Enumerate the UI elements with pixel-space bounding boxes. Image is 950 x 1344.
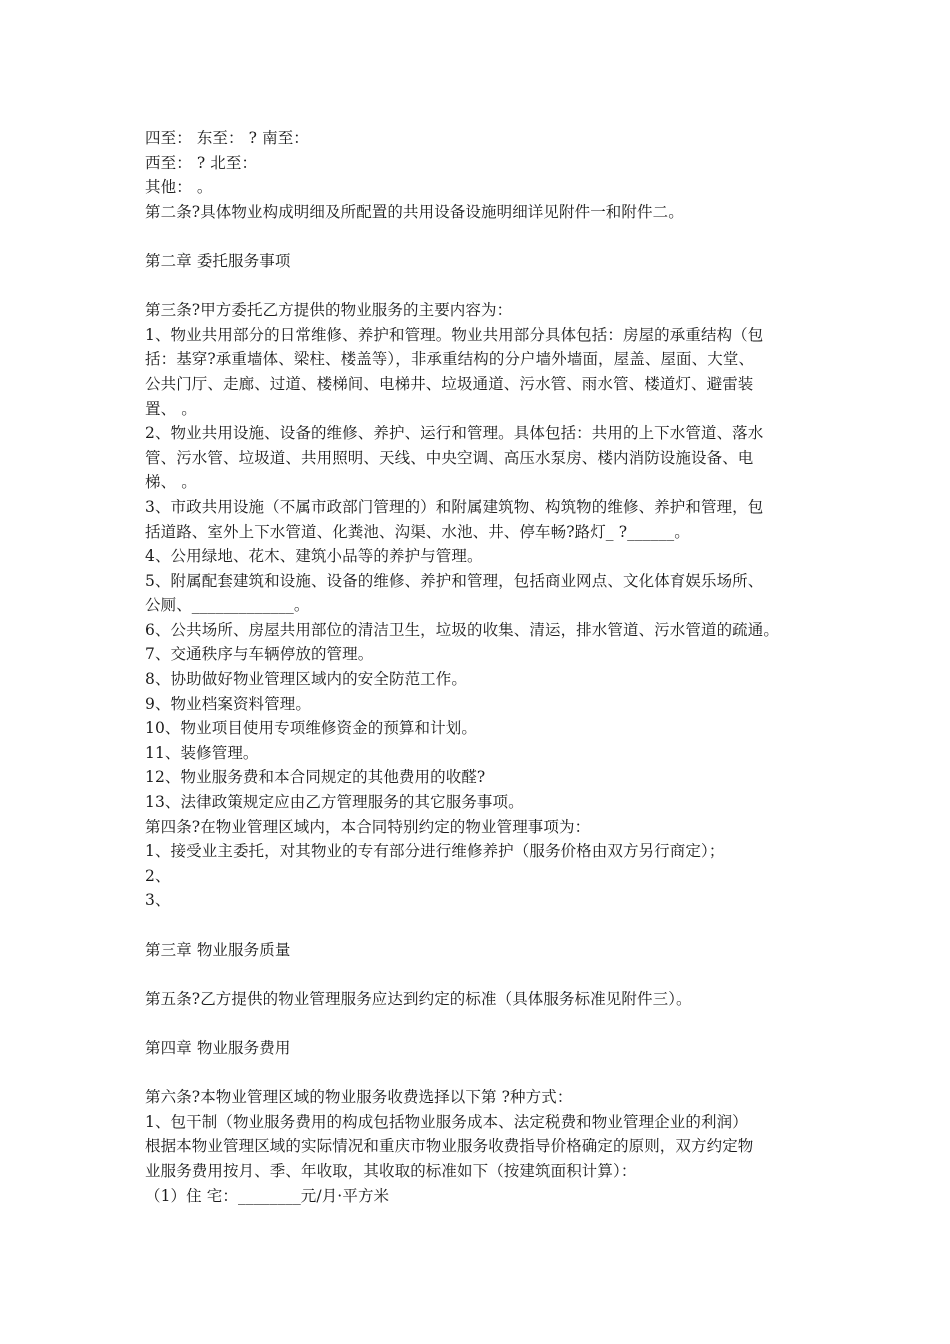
- text-line: 7、交通秩序与车辆停放的管理。: [145, 645, 374, 664]
- text-line: 3、: [145, 891, 171, 910]
- article-5: 第五条?乙方提供的物业管理服务应达到约定的标准（具体服务标准见附件三）。: [145, 989, 692, 1008]
- text-line: 四至： 东至： ? 南至：: [145, 129, 309, 147]
- text-line: 5、附属配套建筑和设施、设备的维修、养护和管理，包括商业网点、文化体育娱乐场所、: [145, 571, 764, 590]
- text-line: 公共门厅、走廊、过道、楼梯间、电梯井、垃圾通道、污水管、雨水管、楼道灯、避雷装: [145, 374, 754, 393]
- article-6: 第六条?本物业管理区域的物业服务收费选择以下第 ?种方式：: [145, 1088, 573, 1107]
- text-line: 根据本物业管理区域的实际情况和重庆市物业服务收费指导价格确定的原则，双方约定物: [145, 1137, 754, 1156]
- text-line: 西至： ? 北至：: [145, 153, 258, 172]
- text-line: 11、装修管理。: [145, 743, 259, 762]
- article-3: 第三条?甲方委托乙方提供的物业服务的主要内容为：: [145, 301, 513, 320]
- blank-line: [145, 274, 825, 299]
- text-line: 括道路、室外上下水管道、化粪池、沟渠、水池、井、停车畅?路灯_ ?______。: [145, 522, 690, 541]
- text-line: 10、物业项目使用专项维修资金的预算和计划。: [145, 719, 477, 738]
- text-line: 6、公共场所、房屋共用部位的清洁卫生，垃圾的收集、清运，排水管道、污水管道的疏通。: [145, 620, 779, 639]
- chapter-4-heading: 第四章 物业服务费用: [145, 1038, 291, 1057]
- text-line: 梯、 。: [145, 473, 197, 492]
- blank-line: [145, 962, 825, 987]
- text-line: 1、接受业主委托，对其物业的专有部分进行维修养护（服务价格由双方另行商定）；: [145, 842, 725, 861]
- text-line: 其他： 。: [145, 178, 213, 197]
- text-line: 1、物业共用部分的日常维修、养护和管理。物业共用部分具体包括：房屋的承重结构（包: [145, 325, 764, 344]
- blank-line: [145, 224, 825, 249]
- text-line: 业服务费用按月、季、年收取，其收取的标准如下（按建筑面积计算）：: [145, 1161, 637, 1180]
- article-4: 第四条?在物业管理区域内，本合同特别约定的物业管理事项为：: [145, 817, 591, 836]
- blank-line: [145, 913, 825, 938]
- text-line: 3、市政共用设施（不属市政部门管理的）和附属建筑物、构筑物的维修、养护和管理，包: [145, 497, 764, 516]
- text-line: 8、协助做好物业管理区域内的安全防范工作。: [145, 670, 467, 689]
- text-line: 13、法律政策规定应由乙方管理服务的其它服务事项。: [145, 793, 524, 812]
- text-line: 2、: [145, 866, 171, 885]
- blank-line: [145, 1011, 825, 1036]
- text-line: 括：基穿?承重墙体、梁柱、楼盖等），非承重结构的分户墙外墙面，屋盖、屋面、大堂、: [145, 350, 755, 369]
- text-line: 1、包干制（物业服务费用的构成包括物业服务成本、法定税费和物业管理企业的利润）: [145, 1112, 748, 1131]
- text-line: 9、物业档案资料管理。: [145, 694, 311, 713]
- text-line: 管、污水管、垃圾道、共用照明、天线、中央空调、高压水泵房、楼内消防设施设备、电: [145, 448, 754, 467]
- text-line: 公厕、_____________。: [145, 596, 310, 615]
- chapter-2-heading: 第二章 委托服务事项: [145, 251, 291, 270]
- article-2: 第二条?具体物业构成明细及所配置的共用设备设施明细详见附件一和附件二。: [145, 202, 684, 221]
- text-line: （1）住 宅：________元/月·平方米: [145, 1186, 390, 1205]
- text-line: 12、物业服务费和本合同规定的其他费用的收醛?: [145, 768, 486, 787]
- document-body: [145, 126, 825, 1208]
- text-line: 2、物业共用设施、设备的维修、养护、运行和管理。具体包括：共用的上下水管道、落水: [145, 424, 764, 443]
- text-line: 4、公用绿地、花木、建筑小品等的养护与管理。: [145, 547, 483, 566]
- text-line: 置、 。: [145, 399, 197, 418]
- chapter-3-heading: 第三章 物业服务质量: [145, 940, 291, 959]
- blank-line: [145, 1061, 825, 1086]
